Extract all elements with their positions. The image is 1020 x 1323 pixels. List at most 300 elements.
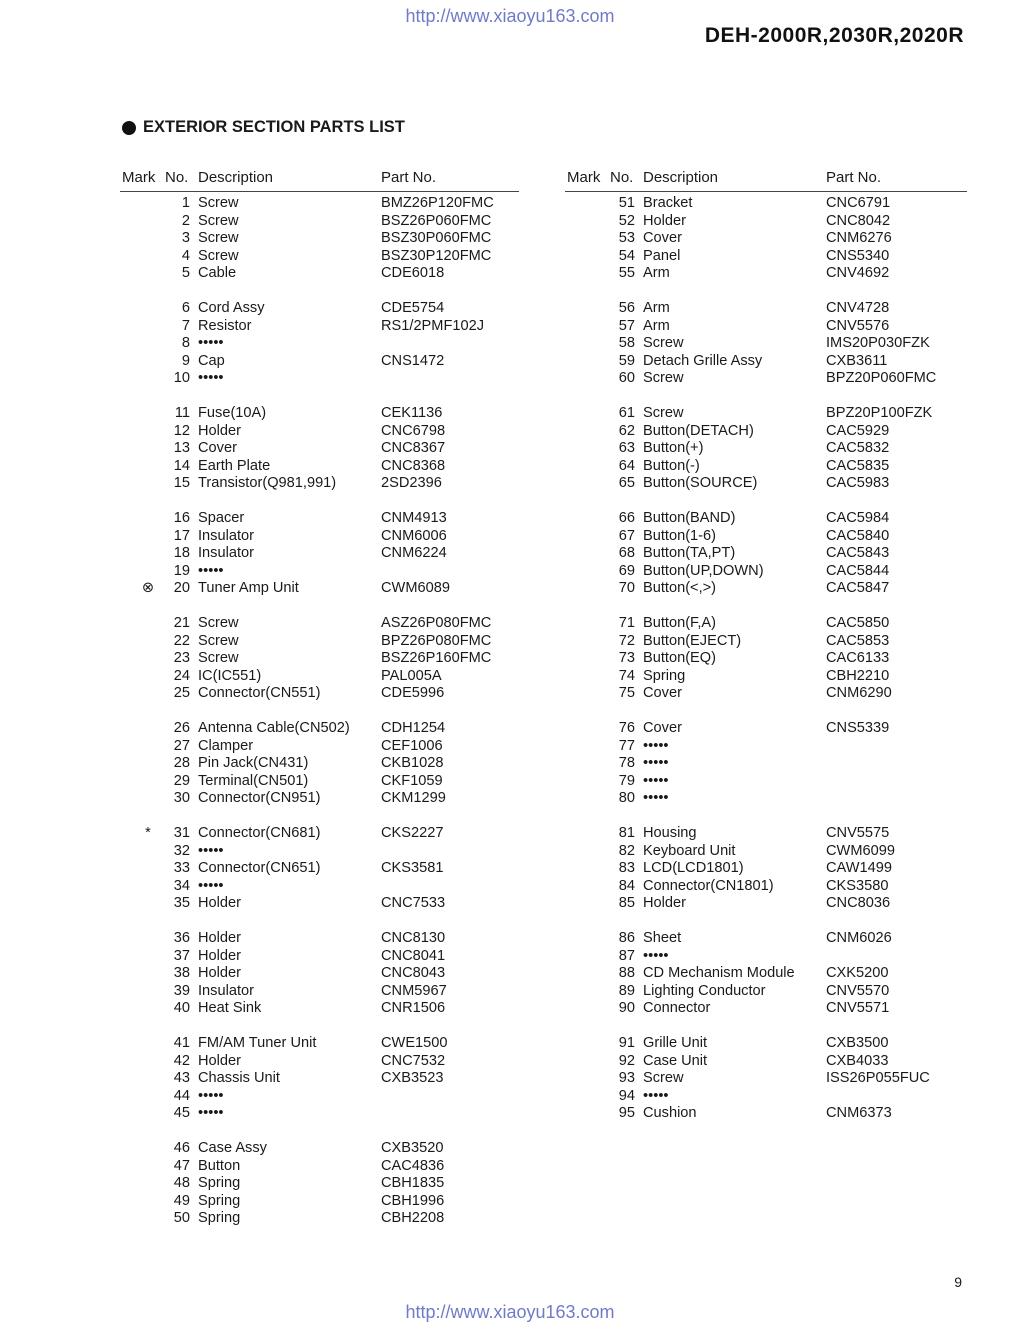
row-part-number: ISS26P055FUC xyxy=(826,1070,930,1086)
row-description: Holder xyxy=(198,965,241,981)
row-part-number: CNV5571 xyxy=(826,1000,890,1016)
table-row xyxy=(120,650,519,668)
row-number: 53 xyxy=(618,230,635,246)
row-part-number: CAC5850 xyxy=(826,615,890,631)
row-part-number: CNV5576 xyxy=(826,317,890,334)
row-part-number: CNC8368 xyxy=(381,457,446,474)
row-description: Spring xyxy=(198,1210,241,1226)
row-part-number: CNM6026 xyxy=(826,930,892,946)
row-part-number: CXB3523 xyxy=(381,1070,444,1086)
row-number: 44 xyxy=(173,1087,190,1104)
row-description: Button(TA,PT) xyxy=(643,545,736,561)
row-part-number: CNV5575 xyxy=(826,825,890,841)
header-no: No. xyxy=(610,169,634,186)
row-description: Chassis Unit xyxy=(198,1070,280,1086)
table-row xyxy=(565,755,967,773)
row-description: Transistor(Q981,991) xyxy=(198,475,337,491)
row-part-number: CNC8367 xyxy=(381,440,446,456)
row-description: Cover xyxy=(643,230,682,246)
row-description: ••••• xyxy=(198,370,224,386)
row-number: 86 xyxy=(618,930,635,946)
row-description: Button(1-6) xyxy=(643,527,717,544)
row-part-number: PAL005A xyxy=(381,667,442,684)
row-description: Lighting Conductor xyxy=(643,982,766,999)
row-part-number: CEK1136 xyxy=(381,405,443,421)
row-description: Cap xyxy=(198,352,225,369)
row-description: Holder xyxy=(643,895,686,911)
table-row xyxy=(565,423,967,441)
row-number: 31 xyxy=(173,825,190,841)
row-part-number: CAC5832 xyxy=(826,440,890,456)
table-row xyxy=(565,1070,967,1088)
row-number: 4 xyxy=(181,247,190,264)
row-description: FM/AM Tuner Unit xyxy=(198,1035,317,1051)
table-row xyxy=(565,1088,967,1106)
row-description: Screw xyxy=(643,370,684,386)
row-description: ••••• xyxy=(198,1087,224,1104)
row-description: ••••• xyxy=(643,790,669,806)
table-row xyxy=(120,423,519,441)
table-row xyxy=(565,318,967,336)
row-number: 94 xyxy=(618,1087,635,1104)
row-number: 59 xyxy=(618,352,635,369)
row-number: 57 xyxy=(618,317,635,334)
row-number: 24 xyxy=(173,667,190,684)
table-header-right xyxy=(565,167,967,192)
table-row xyxy=(565,930,967,948)
table-row xyxy=(120,370,519,388)
row-part-number: CAC5929 xyxy=(826,422,890,439)
table-row xyxy=(120,825,519,843)
row-mark: ⊗ xyxy=(141,580,155,596)
header-mark: Mark xyxy=(567,169,601,186)
table-row xyxy=(565,790,967,808)
table-row xyxy=(565,773,967,791)
row-description: Screw xyxy=(643,405,684,421)
row-part-number: CDE5754 xyxy=(381,300,445,316)
row-number: 13 xyxy=(173,440,190,456)
row-number: 77 xyxy=(618,737,635,754)
row-number: 2 xyxy=(181,212,190,229)
table-row xyxy=(120,195,519,213)
table-row xyxy=(565,563,967,581)
row-number: 56 xyxy=(618,300,635,316)
table-row xyxy=(120,930,519,948)
row-description: ••••• xyxy=(198,877,224,894)
row-number: 51 xyxy=(618,195,635,211)
row-part-number: CWM6099 xyxy=(826,842,895,859)
row-number: 65 xyxy=(618,475,635,491)
table-row xyxy=(120,948,519,966)
row-part-number: CNM6006 xyxy=(381,527,447,544)
row-number: 19 xyxy=(173,562,190,579)
row-number: 49 xyxy=(173,1192,190,1209)
row-number: 1 xyxy=(181,195,190,211)
table-row xyxy=(120,755,519,773)
row-description: Clamper xyxy=(198,737,254,754)
row-part-number: CDE6018 xyxy=(381,265,445,281)
table-row xyxy=(565,370,967,388)
table-row xyxy=(120,230,519,248)
row-description: CD Mechanism Module xyxy=(643,965,795,981)
table-row xyxy=(120,545,519,563)
row-number: 48 xyxy=(173,1175,190,1191)
row-description: Spacer xyxy=(198,510,245,526)
row-part-number: CNC6798 xyxy=(381,422,446,439)
table-row xyxy=(565,668,967,686)
row-part-number: CNC8042 xyxy=(826,212,891,229)
row-number: 80 xyxy=(618,790,635,806)
row-number: 81 xyxy=(618,825,635,841)
row-number: 85 xyxy=(618,895,635,911)
table-row xyxy=(565,335,967,353)
row-description: ••••• xyxy=(643,1087,669,1104)
row-number: 10 xyxy=(173,370,190,386)
row-description: Screw xyxy=(198,247,239,264)
row-description: Screw xyxy=(643,335,684,351)
row-description: Holder xyxy=(198,895,241,911)
row-number: 33 xyxy=(173,860,190,876)
table-row xyxy=(565,528,967,546)
row-number: 20 xyxy=(173,580,190,596)
row-description: Case Assy xyxy=(198,1140,267,1156)
row-part-number: CAC5835 xyxy=(826,457,890,474)
row-number: 91 xyxy=(618,1035,635,1051)
row-number: 69 xyxy=(618,562,635,579)
row-description: Tuner Amp Unit xyxy=(198,580,299,596)
row-description: Connector(CN551) xyxy=(198,685,321,701)
table-row xyxy=(565,650,967,668)
row-number: 64 xyxy=(618,457,635,474)
row-number: 21 xyxy=(173,615,190,631)
row-number: 12 xyxy=(173,422,190,439)
header-mark: Mark xyxy=(122,169,156,186)
row-number: 90 xyxy=(618,1000,635,1016)
row-description: Insulator xyxy=(198,982,254,999)
table-row xyxy=(120,300,519,318)
row-part-number: CNV5570 xyxy=(826,982,890,999)
row-part-number: BSZ30P060FMC xyxy=(381,230,492,246)
table-row xyxy=(120,738,519,756)
row-part-number: CNR1506 xyxy=(381,1000,446,1016)
row-description: Cover xyxy=(643,720,682,736)
bottom-url: http://www.xiaoyu163.com xyxy=(405,1302,615,1322)
row-part-number: CNS5340 xyxy=(826,247,890,264)
table-row xyxy=(565,825,967,843)
row-description: Holder xyxy=(198,947,241,964)
row-description: Heat Sink xyxy=(198,1000,262,1016)
row-description: Screw xyxy=(198,212,239,229)
row-description: Button(SOURCE) xyxy=(643,475,758,491)
table-row xyxy=(120,965,519,983)
row-description: ••••• xyxy=(198,335,224,351)
table-row xyxy=(120,1088,519,1106)
table-row xyxy=(120,213,519,231)
row-description: Button(F,A) xyxy=(643,615,716,631)
row-part-number: CNM6373 xyxy=(826,1105,892,1121)
row-number: 14 xyxy=(173,457,190,474)
row-description: Spring xyxy=(643,667,686,684)
table-row xyxy=(120,528,519,546)
row-number: 3 xyxy=(181,230,190,246)
row-part-number: CNV4728 xyxy=(826,300,890,316)
row-description: Cushion xyxy=(643,1105,697,1121)
table-row xyxy=(565,580,967,598)
row-description: Button(+) xyxy=(643,440,704,456)
table-row xyxy=(120,510,519,528)
table-row xyxy=(565,615,967,633)
row-number: 38 xyxy=(173,965,190,981)
row-description: Holder xyxy=(198,1052,241,1069)
row-description: Holder xyxy=(198,422,241,439)
row-part-number: CXK5200 xyxy=(826,965,889,981)
row-number: 46 xyxy=(173,1140,190,1156)
row-description: ••••• xyxy=(643,737,669,754)
table-row xyxy=(120,668,519,686)
row-number: 72 xyxy=(618,632,635,649)
table-row xyxy=(120,1175,519,1193)
row-part-number: CNC8043 xyxy=(381,965,446,981)
row-part-number: CAC5840 xyxy=(826,527,890,544)
row-part-number: CXB4033 xyxy=(826,1052,889,1069)
row-description: Spring xyxy=(198,1175,241,1191)
row-description: Button(EJECT) xyxy=(643,632,742,649)
table-row xyxy=(120,1070,519,1088)
row-part-number: CAC5843 xyxy=(826,545,890,561)
table-row xyxy=(120,615,519,633)
page-number: 9 xyxy=(954,1274,962,1290)
row-description: ••••• xyxy=(198,842,224,859)
row-description: Connector(CN681) xyxy=(198,825,321,841)
row-description: Connector xyxy=(643,1000,711,1016)
table-row xyxy=(120,860,519,878)
row-number: 35 xyxy=(173,895,190,911)
table-row xyxy=(120,895,519,913)
table-row xyxy=(120,1035,519,1053)
row-part-number: CKF1059 xyxy=(381,772,443,789)
table-row xyxy=(120,1000,519,1018)
row-part-number: CNM6290 xyxy=(826,685,892,701)
table-row xyxy=(565,510,967,528)
row-number: 61 xyxy=(618,405,635,421)
row-description: Screw xyxy=(198,230,239,246)
row-number: 62 xyxy=(618,422,635,439)
row-description: Screw xyxy=(198,632,239,649)
row-description: Screw xyxy=(198,615,239,631)
row-number: 76 xyxy=(618,720,635,736)
row-number: 8 xyxy=(181,335,190,351)
row-part-number: CNM5967 xyxy=(381,982,447,999)
section-title-text: EXTERIOR SECTION PARTS LIST xyxy=(143,118,405,136)
header-description: Description xyxy=(198,169,274,186)
row-number: 41 xyxy=(173,1035,190,1051)
table-row xyxy=(120,633,519,651)
header-part-no: Part No. xyxy=(381,169,437,186)
table-row xyxy=(120,458,519,476)
row-description: Fuse(10A) xyxy=(198,405,267,421)
table-row xyxy=(565,965,967,983)
row-part-number: CAC4836 xyxy=(381,1157,445,1174)
row-number: 26 xyxy=(173,720,190,736)
row-description: ••••• xyxy=(643,947,669,964)
table-row xyxy=(565,248,967,266)
row-part-number: CNC8041 xyxy=(381,947,446,964)
table-row xyxy=(120,685,519,703)
table-row xyxy=(565,195,967,213)
row-description: Grille Unit xyxy=(643,1035,708,1051)
row-description: ••••• xyxy=(198,1105,224,1121)
row-part-number: BSZ26P060FMC xyxy=(381,212,492,229)
row-number: 75 xyxy=(618,685,635,701)
row-number: 93 xyxy=(618,1070,635,1086)
table-row xyxy=(565,213,967,231)
row-description: Connector(CN951) xyxy=(198,790,321,806)
row-number: 70 xyxy=(618,580,635,596)
row-description: Button(<,>) xyxy=(643,580,717,596)
table-row xyxy=(120,1158,519,1176)
row-description: Cover xyxy=(198,440,237,456)
row-number: 25 xyxy=(173,685,190,701)
row-number: 84 xyxy=(618,877,635,894)
table-row xyxy=(120,983,519,1001)
row-part-number: CAC5983 xyxy=(826,475,890,491)
row-number: 17 xyxy=(173,527,190,544)
row-part-number: BMZ26P120FMC xyxy=(381,195,494,211)
model-title: DEH-2000R,2030R,2020R xyxy=(704,24,964,47)
row-number: 50 xyxy=(173,1210,190,1226)
row-number: 16 xyxy=(173,510,190,526)
row-part-number: 2SD2396 xyxy=(381,475,442,491)
row-part-number: CBH1835 xyxy=(381,1175,445,1191)
row-description: Arm xyxy=(643,300,670,316)
row-part-number: CAC5844 xyxy=(826,562,890,579)
table-row xyxy=(120,1105,519,1123)
row-part-number: CBH1996 xyxy=(381,1192,445,1209)
row-part-number: IMS20P030FZK xyxy=(826,335,930,351)
row-number: 32 xyxy=(173,842,190,859)
row-number: 74 xyxy=(618,667,635,684)
row-description: Terminal(CN501) xyxy=(198,772,309,789)
row-number: 78 xyxy=(618,755,635,771)
table-row xyxy=(565,440,967,458)
row-description: Bracket xyxy=(643,195,693,211)
row-description: ••••• xyxy=(643,772,669,789)
table-row xyxy=(565,458,967,476)
row-number: 7 xyxy=(181,317,190,334)
row-number: 88 xyxy=(618,965,635,981)
row-description: Arm xyxy=(643,317,670,334)
table-row xyxy=(120,1210,519,1228)
table-row xyxy=(120,475,519,493)
row-part-number: BSZ26P160FMC xyxy=(381,650,492,666)
table-row xyxy=(565,265,967,283)
row-part-number: CDE5996 xyxy=(381,685,445,701)
row-part-number: BPZ20P060FMC xyxy=(826,370,937,386)
row-description: Earth Plate xyxy=(198,457,271,474)
row-number: 52 xyxy=(618,212,635,229)
row-part-number: CNV4692 xyxy=(826,265,890,281)
row-number: 89 xyxy=(618,982,635,999)
row-description: Spring xyxy=(198,1192,241,1209)
table-row xyxy=(565,948,967,966)
row-number: 11 xyxy=(174,405,190,421)
row-part-number: CKS2227 xyxy=(381,825,444,841)
row-number: 73 xyxy=(618,650,635,666)
row-number: 67 xyxy=(618,527,635,544)
row-part-number: CNC8130 xyxy=(381,930,446,946)
table-row xyxy=(120,335,519,353)
row-part-number: CEF1006 xyxy=(381,737,443,754)
table-row xyxy=(565,843,967,861)
table-row xyxy=(565,738,967,756)
table-row xyxy=(565,405,967,423)
row-number: 47 xyxy=(173,1157,190,1174)
row-description: Cover xyxy=(643,685,682,701)
table-row xyxy=(565,685,967,703)
row-description: Pin Jack(CN431) xyxy=(198,755,309,771)
table-row xyxy=(120,318,519,336)
row-part-number: CXB3500 xyxy=(826,1035,889,1051)
row-part-number: CNM4913 xyxy=(381,510,447,526)
table-row xyxy=(565,545,967,563)
row-number: 79 xyxy=(618,772,635,789)
row-number: 30 xyxy=(173,790,190,806)
row-part-number: CBH2208 xyxy=(381,1210,445,1226)
row-part-number: CXB3520 xyxy=(381,1140,444,1156)
row-part-number: CAC5853 xyxy=(826,632,890,649)
row-number: 43 xyxy=(173,1070,190,1086)
row-description: Button(DETACH) xyxy=(643,422,754,439)
row-description: Insulator xyxy=(198,545,254,561)
row-description: Sheet xyxy=(643,930,682,946)
row-part-number: ASZ26P080FMC xyxy=(381,615,492,631)
row-part-number: CNC8036 xyxy=(826,895,891,911)
table-row xyxy=(120,773,519,791)
table-row xyxy=(565,1105,967,1123)
top-url: http://www.xiaoyu163.com xyxy=(405,6,615,26)
row-part-number: RS1/2PMF102J xyxy=(381,317,485,334)
row-part-number: CAC5984 xyxy=(826,510,890,526)
row-number: 87 xyxy=(618,947,635,964)
row-part-number: CKB1028 xyxy=(381,755,444,771)
row-description: Button(UP,DOWN) xyxy=(643,562,764,579)
row-part-number: CBH2210 xyxy=(826,667,890,684)
row-description: IC(IC551) xyxy=(198,667,262,684)
table-row xyxy=(120,405,519,423)
row-mark: * xyxy=(145,825,151,841)
row-part-number: CNM6224 xyxy=(381,545,447,561)
table-row xyxy=(565,633,967,651)
row-number: 54 xyxy=(618,247,635,264)
row-description: Connector(CN1801) xyxy=(643,877,774,894)
row-number: 9 xyxy=(181,352,190,369)
row-part-number: CWE1500 xyxy=(381,1035,448,1051)
row-part-number: CKS3581 xyxy=(381,860,444,876)
table-row xyxy=(120,1140,519,1158)
row-number: 40 xyxy=(173,1000,190,1016)
row-part-number: BPZ26P080FMC xyxy=(381,632,492,649)
row-description: Cord Assy xyxy=(198,300,265,316)
row-number: 83 xyxy=(618,860,635,876)
table-row xyxy=(120,563,519,581)
row-part-number: CWM6089 xyxy=(381,580,450,596)
row-description: Insulator xyxy=(198,527,254,544)
table-row xyxy=(120,248,519,266)
header-part-no: Part No. xyxy=(826,169,882,186)
row-description: Arm xyxy=(643,265,670,281)
row-part-number: CXB3611 xyxy=(826,352,888,369)
row-number: 36 xyxy=(173,930,190,946)
